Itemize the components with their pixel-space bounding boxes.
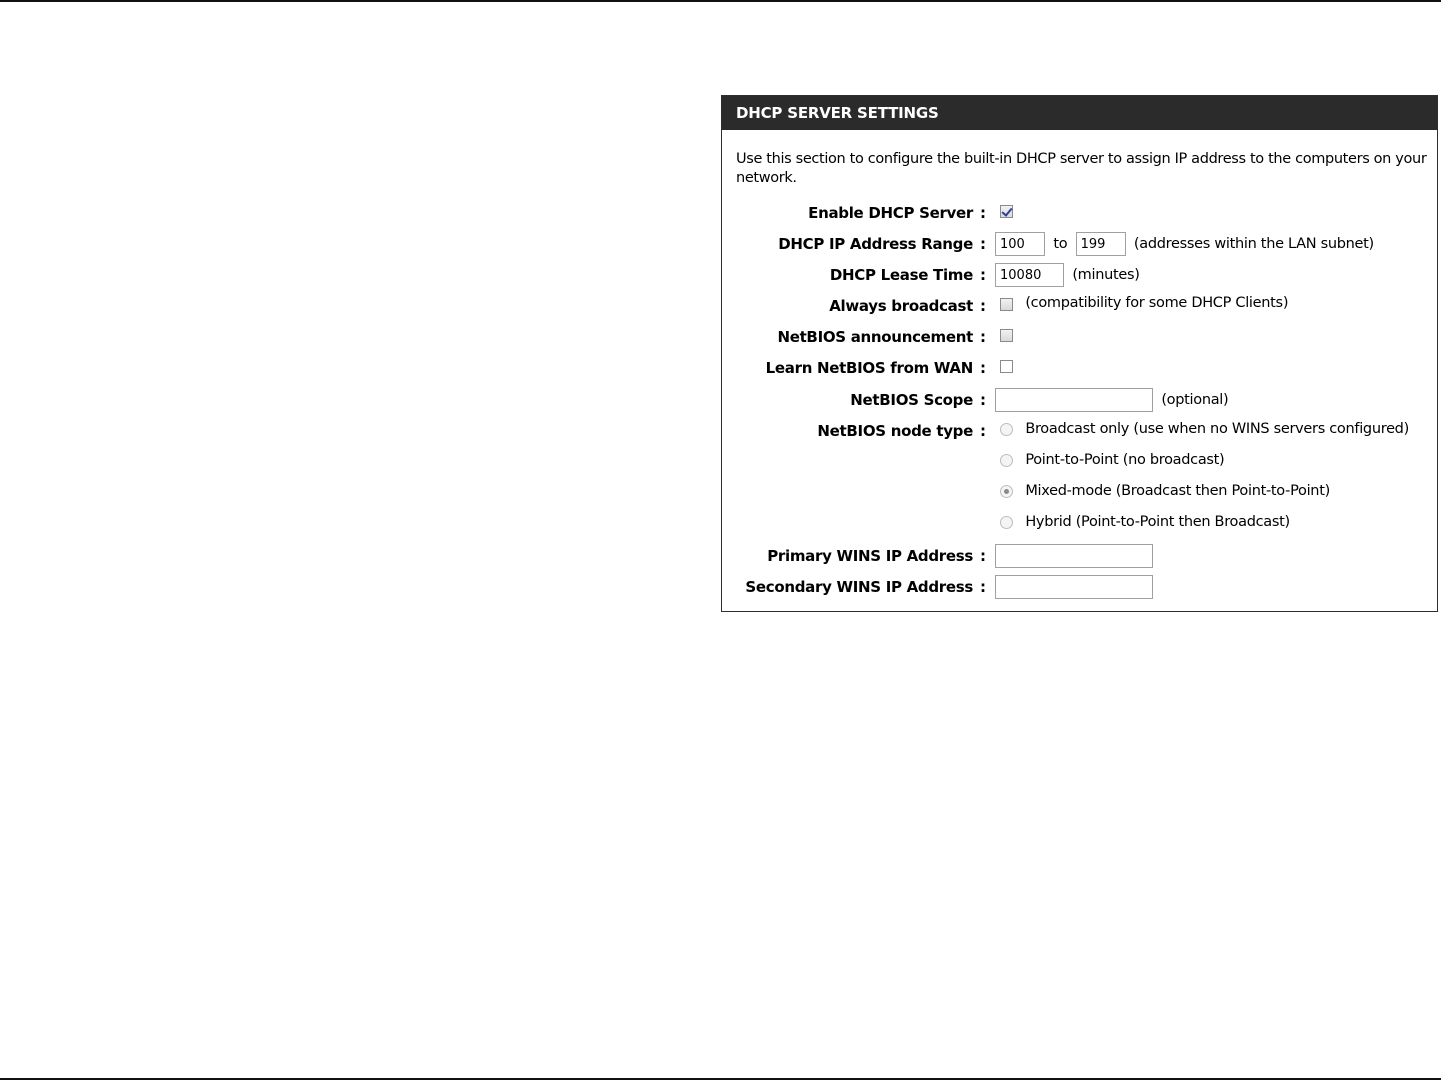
primary-wins-label: Primary WINS IP Address [767, 547, 973, 565]
row-always-broadcast [722, 294, 1437, 320]
node-type-label: NetBIOS node type [817, 422, 973, 440]
panel-title: DHCP SERVER SETTINGS [722, 96, 1437, 130]
secondary-wins-label: Secondary WINS IP Address [745, 578, 973, 596]
primary-wins-input[interactable] [995, 544, 1153, 568]
colon: : [980, 578, 986, 596]
netbios-scope-label: NetBIOS Scope [850, 391, 973, 409]
netbios-scope-note: (optional) [1161, 392, 1229, 408]
row-netbios-announcement [722, 325, 1437, 351]
enable-dhcp-label: Enable DHCP Server [808, 204, 973, 222]
ip-range-end-input[interactable] [1076, 232, 1126, 256]
row-learn-netbios [722, 356, 1437, 382]
row-node-type-option [722, 450, 1437, 476]
node-type-radio-mixed-mode[interactable] [1000, 485, 1013, 498]
row-netbios-scope [722, 388, 1437, 414]
colon: : [980, 297, 986, 315]
colon: : [980, 391, 986, 409]
netbios-announcement-label: NetBIOS announcement [777, 328, 973, 346]
enable-dhcp-checkbox[interactable] [1000, 205, 1013, 218]
colon: : [980, 422, 986, 440]
lease-time-input[interactable] [995, 263, 1064, 287]
row-secondary-wins [722, 575, 1437, 601]
node-type-option-label: Mixed-mode (Broadcast then Point-to-Point) [1025, 483, 1330, 499]
dhcp-server-settings-panel [721, 95, 1438, 612]
row-enable-dhcp [722, 201, 1437, 227]
row-node-type-option [722, 512, 1437, 538]
row-ip-range [722, 232, 1437, 258]
colon: : [980, 235, 986, 253]
node-type-option-label: Point-to-Point (no broadcast) [1025, 452, 1225, 468]
lease-time-note: (minutes) [1072, 267, 1140, 283]
node-type-radio-broadcast[interactable] [1000, 423, 1013, 436]
node-type-radio-point-to-point[interactable] [1000, 454, 1013, 467]
ip-range-note: (addresses within the LAN subnet) [1133, 236, 1374, 252]
always-broadcast-checkbox[interactable] [1000, 298, 1013, 311]
row-lease-time [722, 263, 1437, 289]
colon: : [980, 359, 986, 377]
always-broadcast-note: (compatibility for some DHCP Clients) [1025, 294, 1289, 311]
ip-range-label: DHCP IP Address Range [778, 235, 973, 253]
row-node-type [722, 419, 1437, 445]
always-broadcast-label: Always broadcast [829, 297, 973, 315]
row-primary-wins [722, 544, 1437, 570]
ip-range-start-input[interactable] [995, 232, 1045, 256]
top-rule [0, 0, 1441, 2]
learn-netbios-label: Learn NetBIOS from WAN [765, 359, 973, 377]
colon: : [980, 266, 986, 284]
colon: : [980, 204, 986, 222]
node-type-option-label: Hybrid (Point-to-Point then Broadcast) [1025, 514, 1290, 530]
node-type-radio-hybrid[interactable] [1000, 516, 1013, 529]
secondary-wins-input[interactable] [995, 575, 1153, 599]
learn-netbios-checkbox[interactable] [1000, 360, 1013, 373]
intro-text: Use this section to configure the built-in DHCP server to assign IP address to the computers on your network. [736, 151, 1427, 186]
colon: : [980, 328, 986, 346]
colon: : [980, 547, 986, 565]
bottom-rule [0, 1078, 1441, 1080]
row-node-type-option [722, 481, 1437, 507]
node-type-option-label: Broadcast only (use when no WINS servers configured) [1025, 421, 1409, 437]
ip-range-to-label: to [1053, 236, 1068, 252]
netbios-announcement-checkbox[interactable] [1000, 329, 1013, 342]
lease-time-label: DHCP Lease Time [829, 266, 973, 284]
netbios-scope-input[interactable] [995, 388, 1153, 412]
